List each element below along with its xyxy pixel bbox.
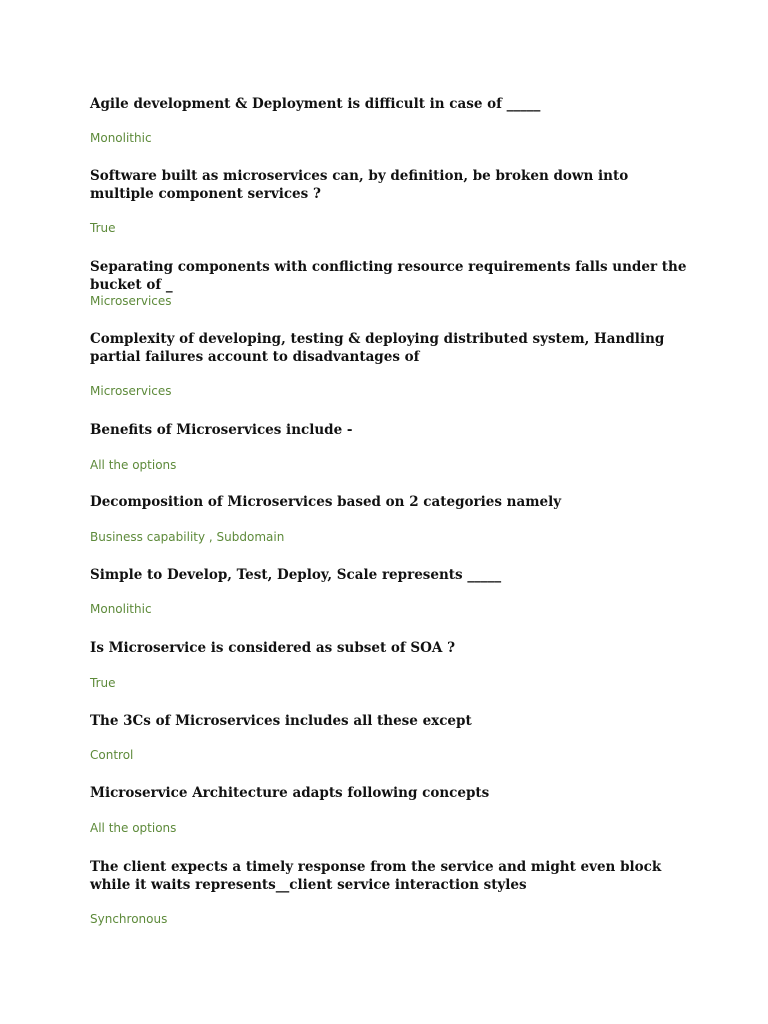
question-6: Decomposition of Microservices based on 2 categories namely (90, 494, 562, 510)
question-4: Complexity of developing, testing & deploying distributed system, Handling partial failures account to disadvantages of (90, 331, 665, 365)
answer-6: Business capability , Subdomain (90, 530, 285, 544)
question-1: Agile development & Deployment is difficult in case of _____ (90, 96, 541, 112)
answer-7: Monolithic (90, 602, 152, 616)
question-3: Separating components with conflicting resource requirements falls under the bucket of _ (90, 259, 687, 293)
answer-10: All the options (90, 821, 177, 835)
question-7: Simple to Develop, Test, Deploy, Scale represents _____ (90, 567, 502, 583)
answer-5: All the options (90, 458, 177, 472)
answer-8: True (90, 676, 116, 690)
question-10: Microservice Architecture adapts following concepts (90, 785, 490, 801)
answer-9: Control (90, 748, 134, 762)
question-8: Is Microservice is considered as subset of SOA ? (90, 640, 456, 656)
question-2: Software built as microservices can, by definition, be broken down into multiple component services ? (90, 168, 629, 202)
question-5: Benefits of Microservices include - (90, 422, 353, 438)
answer-1: Monolithic (90, 131, 152, 145)
answer-2: True (90, 221, 116, 235)
answer-11: Synchronous (90, 912, 168, 926)
answer-3: Microservices (90, 294, 172, 308)
answer-4: Microservices (90, 384, 172, 398)
question-11: The client expects a timely response from the service and might even block while it waits represents__client service interaction styles (90, 859, 662, 893)
question-9: The 3Cs of Microservices includes all these except (90, 713, 472, 729)
